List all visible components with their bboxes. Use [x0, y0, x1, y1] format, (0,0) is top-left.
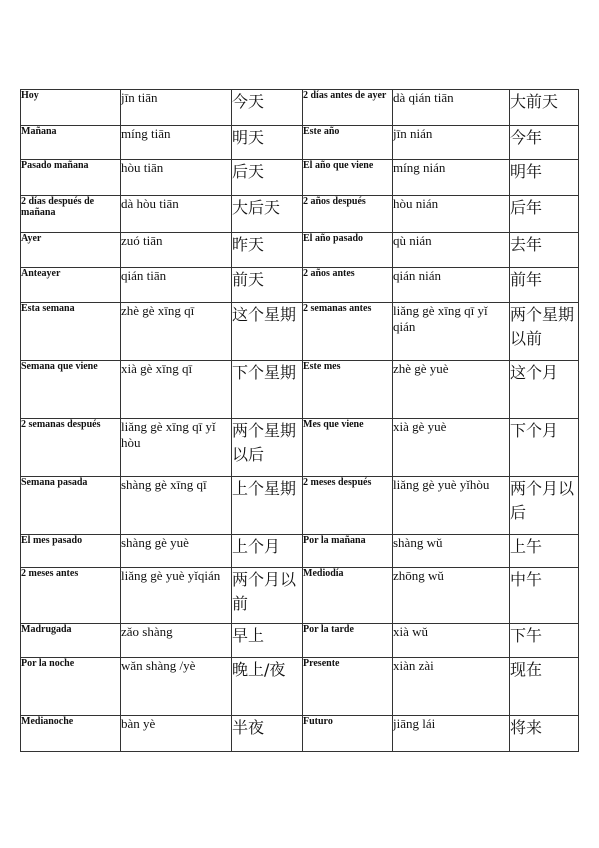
term-pinyin-2: zhōng wǔ — [393, 568, 510, 624]
term-chinese-1: 上个星期 — [232, 477, 303, 535]
term-pinyin-1: míng tiān — [121, 126, 232, 160]
term-pinyin-1: hòu tiān — [121, 160, 232, 196]
term-pinyin-2: liǎng gè yuè yǐhòu — [393, 477, 510, 535]
term-es-2: Futuro — [303, 716, 393, 752]
term-es-2: 2 años después — [303, 196, 393, 233]
term-chinese-2: 两个星期以前 — [510, 303, 579, 361]
term-es-1: Mañana — [21, 126, 121, 160]
term-chinese-1: 昨天 — [232, 233, 303, 268]
term-es-1: Madrugada — [21, 624, 121, 658]
term-es-1: Semana que viene — [21, 361, 121, 419]
term-pinyin-2: qù nián — [393, 233, 510, 268]
term-es-1: Anteayer — [21, 268, 121, 303]
term-es-1: 2 semanas después — [21, 419, 121, 477]
term-chinese-2: 现在 — [510, 658, 579, 716]
term-pinyin-1: zuó tiān — [121, 233, 232, 268]
term-chinese-1: 两个星期以后 — [232, 419, 303, 477]
term-pinyin-2: jiāng lái — [393, 716, 510, 752]
term-es-1: Hoy — [21, 90, 121, 126]
term-chinese-1: 上个月 — [232, 535, 303, 568]
term-chinese-1: 下个星期 — [232, 361, 303, 419]
term-pinyin-2: dà qián tiān — [393, 90, 510, 126]
table-row — [21, 624, 579, 658]
term-chinese-2: 两个月以后 — [510, 477, 579, 535]
term-pinyin-1: zhè gè xīng qī — [121, 303, 232, 361]
term-pinyin-1: zǎo shàng — [121, 624, 232, 658]
term-pinyin-2: míng nián — [393, 160, 510, 196]
term-chinese-1: 晚上/夜 — [232, 658, 303, 716]
term-chinese-1: 两个月以前 — [232, 568, 303, 624]
term-pinyin-1: dà hòu tiān — [121, 196, 232, 233]
term-chinese-2: 下午 — [510, 624, 579, 658]
term-chinese-1: 半夜 — [232, 716, 303, 752]
term-es-2: El año que viene — [303, 160, 393, 196]
term-es-2: Mediodía — [303, 568, 393, 624]
term-pinyin-2: liǎng gè xīng qī yǐ qián — [393, 303, 510, 361]
term-es-1: Semana pasada — [21, 477, 121, 535]
term-chinese-2: 明年 — [510, 160, 579, 196]
table-row — [21, 419, 579, 477]
term-es-2: 2 meses después — [303, 477, 393, 535]
term-pinyin-2: xià wǔ — [393, 624, 510, 658]
term-pinyin-1: jīn tiān — [121, 90, 232, 126]
term-chinese-2: 去年 — [510, 233, 579, 268]
table-row — [21, 268, 579, 303]
term-chinese-2: 后年 — [510, 196, 579, 233]
term-es-2: 2 semanas antes — [303, 303, 393, 361]
term-es-1: El mes pasado — [21, 535, 121, 568]
table-row — [21, 361, 579, 419]
term-chinese-2: 上午 — [510, 535, 579, 568]
term-pinyin-1: qián tiān — [121, 268, 232, 303]
table-row — [21, 535, 579, 568]
term-es-2: Este mes — [303, 361, 393, 419]
term-es-1: Pasado mañana — [21, 160, 121, 196]
term-es-1: 2 meses antes — [21, 568, 121, 624]
term-pinyin-2: jīn nián — [393, 126, 510, 160]
term-pinyin-2: hòu nián — [393, 196, 510, 233]
term-es-1: Por la noche — [21, 658, 121, 716]
table-row — [21, 716, 579, 752]
term-chinese-2: 下个月 — [510, 419, 579, 477]
term-es-1: Medianoche — [21, 716, 121, 752]
vocabulary-table-body — [21, 90, 579, 752]
term-pinyin-1: liǎng gè yuè yǐqián — [121, 568, 232, 624]
table-row — [21, 658, 579, 716]
term-es-2: Presente — [303, 658, 393, 716]
term-es-1: Ayer — [21, 233, 121, 268]
term-chinese-2: 这个月 — [510, 361, 579, 419]
term-chinese-2: 将来 — [510, 716, 579, 752]
term-es-2: 2 años antes — [303, 268, 393, 303]
term-es-1: 2 días después de mañana — [21, 196, 121, 233]
table-row — [21, 303, 579, 361]
term-chinese-2: 大前天 — [510, 90, 579, 126]
term-es-2: 2 días antes de ayer — [303, 90, 393, 126]
term-pinyin-1: bàn yè — [121, 716, 232, 752]
term-chinese-1: 大后天 — [232, 196, 303, 233]
term-chinese-1: 这个星期 — [232, 303, 303, 361]
vocabulary-table — [20, 89, 579, 752]
term-pinyin-2: xià gè yuè — [393, 419, 510, 477]
term-pinyin-2: shàng wǔ — [393, 535, 510, 568]
table-row — [21, 126, 579, 160]
term-chinese-1: 前天 — [232, 268, 303, 303]
table-row — [21, 568, 579, 624]
term-es-1: Esta semana — [21, 303, 121, 361]
table-row — [21, 477, 579, 535]
term-chinese-1: 早上 — [232, 624, 303, 658]
term-chinese-1: 明天 — [232, 126, 303, 160]
term-chinese-2: 中午 — [510, 568, 579, 624]
term-es-2: El año pasado — [303, 233, 393, 268]
term-es-2: Por la mañana — [303, 535, 393, 568]
term-pinyin-2: zhè gè yuè — [393, 361, 510, 419]
term-pinyin-1: liǎng gè xīng qī yǐ hòu — [121, 419, 232, 477]
term-es-2: Por la tarde — [303, 624, 393, 658]
term-chinese-1: 今天 — [232, 90, 303, 126]
term-pinyin-1: shàng gè xīng qī — [121, 477, 232, 535]
table-row — [21, 196, 579, 233]
term-chinese-2: 今年 — [510, 126, 579, 160]
term-es-2: Este año — [303, 126, 393, 160]
table-row — [21, 233, 579, 268]
term-es-2: Mes que viene — [303, 419, 393, 477]
term-chinese-2: 前年 — [510, 268, 579, 303]
term-pinyin-1: xià gè xīng qī — [121, 361, 232, 419]
term-pinyin-2: xiàn zài — [393, 658, 510, 716]
term-chinese-1: 后天 — [232, 160, 303, 196]
term-pinyin-1: shàng gè yuè — [121, 535, 232, 568]
table-row — [21, 160, 579, 196]
term-pinyin-1: wǎn shàng /yè — [121, 658, 232, 716]
table-row — [21, 90, 579, 126]
term-pinyin-2: qián nián — [393, 268, 510, 303]
